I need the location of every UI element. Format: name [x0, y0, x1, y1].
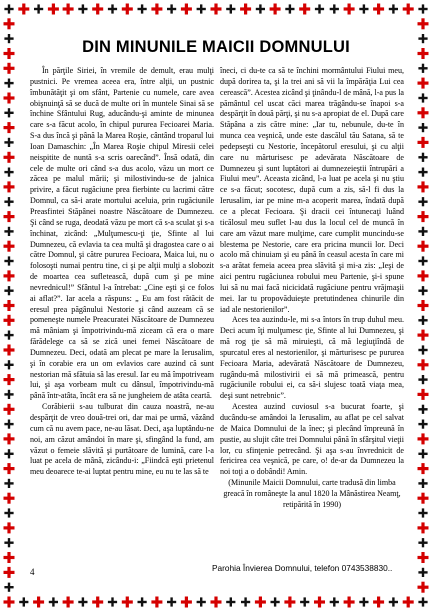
- border-cross-icon: [418, 330, 429, 341]
- border-cross-icon: [330, 597, 339, 606]
- border-cross-icon: [4, 18, 15, 29]
- border-cross-icon: [63, 597, 74, 608]
- border-cross-icon: [4, 597, 15, 608]
- border-cross-icon: [138, 4, 147, 13]
- border-cross-icon: [211, 4, 222, 15]
- border-cross-icon: [4, 522, 15, 533]
- border-cross-icon: [4, 152, 15, 163]
- border-cross-icon: [241, 597, 250, 606]
- border-cross-icon: [4, 79, 13, 88]
- right-column: [220, 66, 404, 511]
- border-cross-icon: [418, 389, 429, 400]
- border-cross-icon: [4, 63, 15, 74]
- border-cross-icon: [389, 597, 398, 606]
- border-cross-icon: [418, 449, 427, 458]
- border-cross-icon: [271, 597, 280, 606]
- border-cross-icon: [418, 508, 427, 517]
- border-cross-icon: [330, 4, 339, 13]
- border-cross-icon: [4, 227, 13, 236]
- border-cross-icon: [359, 597, 368, 606]
- border-cross-icon: [4, 256, 13, 265]
- border-cross-icon: [4, 108, 13, 117]
- border-cross-icon: [418, 4, 427, 13]
- border-cross-icon: [418, 568, 427, 577]
- border-cross-icon: [418, 34, 427, 43]
- border-cross-icon: [359, 4, 368, 13]
- border-cross-icon: [4, 4, 13, 13]
- border-cross-icon: [4, 241, 15, 252]
- border-cross-icon: [4, 420, 13, 429]
- border-cross-icon: [49, 597, 58, 606]
- border-cross-icon: [418, 552, 429, 563]
- border-cross-icon: [418, 78, 429, 89]
- border-cross-icon: [18, 4, 29, 15]
- border-cross-icon: [48, 4, 59, 15]
- border-cross-icon: [4, 138, 13, 147]
- page-title: DIN MINUNILE MAICII DOMNULUI: [82, 38, 350, 56]
- border-cross-icon: [418, 316, 427, 325]
- border-cross-icon: [4, 404, 15, 415]
- border-cross-icon: [285, 4, 294, 13]
- border-cross-icon: [418, 241, 429, 252]
- border-cross-icon: [418, 597, 427, 606]
- border-cross-icon: [4, 331, 13, 340]
- border-cross-icon: [284, 597, 295, 608]
- border-cross-icon: [418, 227, 427, 236]
- border-cross-icon: [4, 286, 13, 295]
- border-cross-icon: [418, 359, 429, 370]
- border-cross-icon: [418, 211, 429, 222]
- border-cross-icon: [418, 197, 427, 206]
- border-cross-icon: [4, 181, 15, 192]
- border-cross-icon: [418, 123, 427, 132]
- border-cross-icon: [78, 597, 87, 606]
- border-cross-icon: [418, 256, 427, 265]
- border-cross-icon: [226, 4, 235, 13]
- border-cross-icon: [211, 597, 222, 608]
- border-cross-icon: [151, 4, 162, 15]
- border-cross-icon: [418, 286, 427, 295]
- border-cross-icon: [4, 360, 13, 369]
- border-cross-icon: [151, 597, 162, 608]
- border-cross-icon: [344, 4, 355, 15]
- border-cross-icon: [226, 597, 235, 606]
- border-cross-icon: [418, 582, 429, 593]
- border-cross-icon: [4, 583, 13, 592]
- border-cross-icon: [314, 597, 325, 608]
- border-cross-icon: [418, 493, 429, 504]
- border-cross-icon: [4, 34, 13, 43]
- border-cross-icon: [108, 597, 117, 606]
- border-cross-icon: [4, 168, 13, 177]
- border-cross-icon: [34, 4, 43, 13]
- border-cross-icon: [418, 93, 427, 102]
- border-cross-icon: [418, 168, 427, 177]
- border-cross-icon: [197, 597, 206, 606]
- page-number: 4: [30, 567, 35, 577]
- border-cross-icon: [418, 433, 429, 444]
- border-cross-icon: [255, 597, 266, 608]
- border-cross-icon: [4, 479, 13, 488]
- paragraph: îneci, ci du-te ca să te închini mormântului Fiului meu, după dorirea ta, şi la trei ani să vii la împărăţia Lui cea cerească”. Acestea zicând şi ţinându-l de mână, l-a pus la pământul cel uscat căci marea trăgându-se înapoi s-a despărţit în două părţi, şi nu s-a apropiat de el. După care Stăpâna a zis către mine: „Iar tu, nebunule, du-te în munca cea veşnică, unde este dascălul tău Satana, să te pedepseşti cu Nestorie, începătorul eresului, şi cu alţii care nu mărturisesc pe adevărata Născătoare de Dumnezeu şi sunt luptători ai dumnezeieştii întrupări a Fiului meu”. Aceasta zicând, l-a luat pe acela şi nu ştiu ce s-a făcut; socotesc, după cum a zis, să-l fi dus la Ierusalim, iar pe mine m-a acoperit marea, îndată după ce a plecat Fecioara. Şi dracii cei întunecaţi luând ticălosul meu suflet l-au dus la locul cel de muncă în care am văzut mare mulţime, care cumplit muncindu-se blestema pe Nestorie, care era pricina muncii lor. Deci acolo mă chinuiam şi eu până în ceasul acesta în care mi s-a arătat femeia aceea prea slăvită şi mi-a zis: „Ieşi de aici pentru rugăciunea robului meu Partenie, şi-i spune lui să nu mai facă nicicidată rugăciune pentru vrăjmaşii mei. Iar tu propovăduieşte pretutindenea chinurile din iad ale nestorienilor”.: [220, 66, 404, 314]
- border-cross-icon: [418, 181, 429, 192]
- border-cross-icon: [33, 597, 44, 608]
- border-cross-icon: [418, 153, 427, 162]
- border-cross-icon: [418, 107, 429, 118]
- border-cross-icon: [167, 597, 176, 606]
- border-cross-icon: [4, 508, 13, 517]
- border-cross-icon: [300, 597, 309, 606]
- border-cross-icon: [19, 597, 28, 606]
- border-cross-icon: [240, 4, 251, 15]
- border-cross-icon: [4, 567, 15, 578]
- border-cross-icon: [4, 315, 15, 326]
- border-cross-icon: [167, 4, 176, 13]
- border-cross-icon: [403, 597, 414, 608]
- border-cross-icon: [4, 300, 15, 311]
- border-cross-icon: [122, 4, 133, 15]
- border-cross-icon: [4, 197, 13, 206]
- border-cross-icon: [4, 122, 15, 133]
- left-column: [30, 66, 214, 478]
- border-cross-icon: [92, 597, 103, 608]
- border-cross-icon: [418, 345, 427, 354]
- border-cross-icon: [403, 4, 414, 15]
- border-cross-icon: [418, 375, 427, 384]
- border-cross-icon: [78, 4, 87, 13]
- border-cross-icon: [418, 479, 427, 488]
- border-cross-icon: [270, 4, 281, 15]
- border-cross-icon: [299, 4, 310, 15]
- border-cross-icon: [389, 4, 398, 13]
- border-cross-icon: [4, 449, 13, 458]
- border-cross-icon: [4, 433, 15, 444]
- paragraph: Corăbierii s-au tulburat din cauza noastră, ne-au despărţit de vreo două-trei ori, dar mai pe urmă, văzând cum că nu avem pace, ne-au lăsat. Deci, aşa luptându-ne noi, am căzut amândoi în mare şi, sfingând la fund, am văzut o femeie slăvită şi purtătoare de lumină, care l-a luat pe acela de mână, zicându-i: „Fiindcă eşti prietenul meu deoarece te-ai luptat pentru mine, eu nu te las să te: [30, 402, 214, 477]
- border-cross-icon: [4, 93, 15, 104]
- border-cross-icon: [344, 597, 355, 608]
- border-cross-icon: [4, 345, 15, 356]
- border-cross-icon: [418, 18, 429, 29]
- border-cross-icon: [418, 538, 427, 547]
- source-note: (Minunile Maicii Domnului, carte tradusă din limba greacă în româneşte la anul 1820 la Mânăstirea Neamţ, retipărită în 1990): [223, 478, 401, 509]
- border-cross-icon: [418, 48, 429, 59]
- paragraph: Acestea auzind cuviosul s-a bucurat foarte, şi ducându-se amândoi la Ierusalim, au aflat pe cel salvat de Maica Domnului de la înec; şi plecând împreună în pustie, au slujit câte trei Domnului până în sfârşitul vieţii lor, cu sfinţenie petrecând. Şi aşa s-au învrednicit de fericirea cea veşnică, pe care, o! de-ar da Dumnezeu la noi toţi a o dobândi! Amin.: [220, 402, 404, 477]
- border-cross-icon: [418, 463, 429, 474]
- border-cross-icon: [122, 597, 133, 608]
- border-cross-icon: [4, 390, 13, 399]
- border-cross-icon: [4, 463, 15, 474]
- border-cross-icon: [315, 4, 324, 13]
- border-cross-icon: [418, 420, 427, 429]
- paragraph: În părţile Siriei, în vremile de demult, erau mulţi pustnici. Pe vremea aceea era, între alţii, un pustnic îmbunătăţit şi om sfânt, Partenie cu numele, care avea obişnuinţă să se ducă de multe ori în muntele Sinai să se închine Sfântului Rug, aducându-şi aminte de minunea care s-a făcut acolo, în chipul pururea Fecioarei Maria. S-a dus încă şi până la Marea Roşie, cântând troparul lui Ioan Damaschin: „În Marea Roşie chipul Miresii celei neispitite de nuntă s-a scris oarecând”. Însă odată, din cele de multe ori când s-a dus acolo, văzu un mort ce zăcea pe malul mării; şi milostivindu-se de jalnica privire, a făcut rugăciune prea fierbinte cu lacrimi către Domnul, ca să-i arate mortului aceluia, prin rugăciunile Preasfintei Stăpânei noastre Născătoare de Dumnezeu. Şi când se ruga, deodată văzu pe mort că s-a sculat şi s-a închinat, zicând: „Mulţumescu-ţi ţie, Sfinte al lui Dumnezeu, că evlavia ta cea multă şi dragostea care o ai către Domnul, şi către pururea Fecioara, Maica lui, nu o folosoşti numai pentru tine, ci şi pe alţii mulţi a slobozit de moartea cea sufletească, după cum şi pe mine nevrednicul!” Sfântul l-a întrebat: „Cine eşti şi ce folos ai aflat?”. Iar acela a răspuns: „ Eu am fost rătăcit de eresul prea păgânului Nestorie şi când auzeam că se pomeneşte numele Preacuratei Născătoare de Dumnezeu mă mâniam şi împotrivindu-mă ziceam că era o mare fărădelege ca să se zică unei femei Născătoare de Dumnezeu. Deci, odată am plecat pe mare la Ierusalim, şi în corabie era un om evlavios care auzind că sunt nestorian mă sfătuia să las eresul. Iar eu mă împotriveam lui, şi aşa vorbeam mult cu dânsul, împotrivindu-mă până într-atâta, încât era să ne jungheiem de atâta ceartă.: [30, 66, 214, 401]
- border-cross-icon: [181, 597, 192, 608]
- border-cross-icon: [181, 4, 192, 15]
- border-cross-icon: [418, 405, 427, 414]
- border-cross-icon: [418, 64, 427, 73]
- border-cross-icon: [256, 4, 265, 13]
- border-cross-icon: [418, 137, 429, 148]
- border-cross-icon: [108, 4, 117, 13]
- border-cross-icon: [63, 4, 74, 15]
- border-cross-icon: [4, 552, 15, 563]
- border-cross-icon: [418, 270, 429, 281]
- border-cross-icon: [418, 300, 429, 311]
- border-cross-icon: [418, 522, 429, 533]
- footer-contact: Parohia Învierea Domnului, telefon 0743538830..: [212, 563, 393, 573]
- border-cross-icon: [92, 4, 103, 15]
- border-cross-icon: [197, 4, 206, 13]
- border-cross-icon: [4, 374, 15, 385]
- border-cross-icon: [4, 493, 15, 504]
- border-cross-icon: [373, 597, 384, 608]
- paragraph: Aces tea auzindu-le, mi s-a întors în trup duhul meu. Deci acum îţi mulţumesc ţie, Sfinte al lui Dumnezeu, şi mă rog ţie să mă miruieşti, că mă legiuţiîndă de spurcatul eres al nestorienilor, şi mărturisesc pe pururea Fecioara Maria, adevărată Născătoare de Dumnezeu, rugându-mă milostivirii ei să mă primească, pentru rugăciunile robului ei, ca să-i slujesc toată viaţa mea, deşi sunt netrebnic”.: [220, 315, 404, 401]
- border-cross-icon: [138, 597, 147, 606]
- border-cross-icon: [4, 211, 15, 222]
- border-cross-icon: [4, 48, 15, 59]
- border-cross-icon: [373, 4, 384, 15]
- border-cross-icon: [4, 538, 13, 547]
- border-cross-icon: [4, 270, 15, 281]
